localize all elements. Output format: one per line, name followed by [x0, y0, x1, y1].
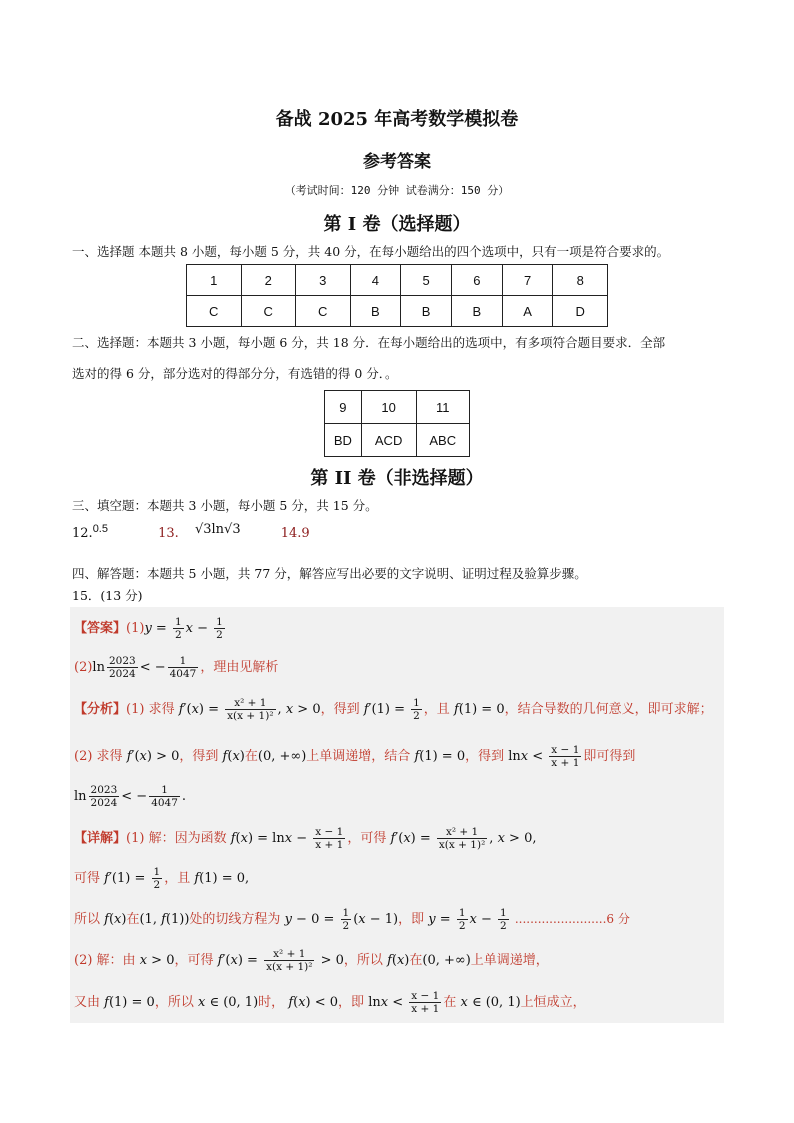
q13-answer: √3ln√3 [194, 522, 241, 537]
analysis-text: ，得到 [465, 749, 505, 764]
table-cell: B [401, 296, 452, 327]
analysis-text: 上单调递增，结合 [306, 749, 411, 764]
detail-tag: 【详解】 [74, 831, 127, 846]
q13-number: 13. [158, 526, 179, 541]
detail-text: (2) 解：由 [74, 953, 136, 968]
detail-line-3: 所以 f(x)在(1, f(1))处的切线方程为 y − 0 = $\frac{1}{2}$ (x − 1)，即 y = $\frac{1}{2}$ x − $\frac{1}{2}$ ........................6 分 [74, 907, 630, 932]
table-cell: A [502, 296, 553, 327]
table-cell: 9 [325, 391, 362, 424]
detail-text: ，可得 [347, 831, 387, 846]
analysis-text: (1) 求得 [126, 702, 175, 717]
part2-heading: 第 II 卷（非选择题） [310, 468, 484, 489]
table-cell: BD [325, 424, 362, 457]
table-row [325, 424, 470, 457]
detail-text: 又由 [74, 995, 101, 1010]
table-row [187, 296, 608, 327]
analysis-text: ，得到 [179, 749, 219, 764]
table-cell: 4 [350, 265, 401, 296]
table-cell: 2 [241, 265, 296, 296]
detail-text: 上恒成立， [520, 995, 586, 1010]
detail-text: 在 [409, 953, 423, 968]
analysis-tag: 【分析】 [74, 702, 127, 717]
page-subtitle: 参考答案 [363, 152, 431, 172]
detail-text: 在 [126, 912, 140, 927]
answer-suffix: ，理由见解析 [200, 660, 279, 675]
detail-text: 在 [443, 995, 457, 1010]
analysis-text: ，结合导数的几何意义，即可求解； [504, 702, 713, 717]
answer-tag: 【答案】 [74, 621, 127, 636]
analysis-text: ，得到 [320, 702, 360, 717]
table-cell: 7 [502, 265, 553, 296]
table-cell: ABC [416, 424, 469, 457]
detail-text: 可得 [74, 871, 101, 886]
table-cell: C [241, 296, 296, 327]
detail-line-4: (2) 解：由 x > 0，可得 f′(x) = $\frac{\text{x² + 1}}{\text{x(x + 1)²}}$ > 0，所以 f(x)在(0, +∞)上单调递增， [74, 948, 549, 973]
section3-instructions: 三、填空题：本题共 3 小题，每小题 5 分，共 15 分。 [72, 498, 378, 513]
detail-line-1: 【详解】(1) 解：因为函数 f(x) = lnx − $\frac{x - 1}{x + 1}$ ，可得 f′(x) = $\frac{\text{x² + 1}}{\text{x(x + 1)²}}$ , x > 0, [74, 826, 537, 851]
detail-text: ，且 [164, 871, 191, 886]
analysis-text: 即可得到 [583, 749, 636, 764]
choice-answer-table [186, 264, 608, 327]
detail-text: ，所以 [343, 953, 383, 968]
answer-line-1: 【答案】(1)y = $\frac{1}{2}$ x − $\frac{1}{2}$ [74, 616, 223, 641]
section1-instructions: 一、选择题 本题共 8 小题，每小题 5 分，共 40 分，在每小题给出的四个选项中，只有一项是符合要求的。 [72, 244, 670, 259]
table-cell: 3 [296, 265, 351, 296]
q14-answer: 14.9 [280, 526, 310, 541]
detail-text: ，即 [338, 995, 365, 1010]
table-cell: 1 [187, 265, 242, 296]
detail-text: 所以 [74, 912, 101, 927]
analysis-text: 在 [244, 749, 258, 764]
table-cell: 11 [416, 391, 469, 424]
detail-text: ，所以 [154, 995, 194, 1010]
detail-text: (1) 解：因为函数 [126, 831, 227, 846]
detail-text: ，可得 [174, 953, 214, 968]
section4-instructions: 四、解答题：本题共 5 小题，共 77 分，解答应写出必要的文字说明、证明过程及验算步骤。 [72, 566, 587, 581]
table-cell: D [553, 296, 608, 327]
detail-line-2: 可得 f′(1) = $\frac{1}{2}$ ，且 f(1) = 0, [74, 866, 250, 891]
table-cell: C [296, 296, 351, 327]
section2-instructions-line2: 选对的得 6 分，部分选对的得部分分，有选错的得 0 分．。 [72, 366, 398, 381]
table-cell: 6 [451, 265, 502, 296]
table-cell: 10 [361, 391, 416, 424]
q15-heading: 15．(13 分) [72, 588, 143, 603]
analysis-line-1: 【分析】(1) 求得 f′(x) = $\frac{\text{x² + 1}}{\text{x(x + 1)²}}$ , x > 0，得到 f′(1) = $\frac{1}{2}$ ，且 f(1) = 0，结合导数的几何意义，即可求解； [74, 697, 713, 722]
analysis-line-3: ln $\frac{2023}{2024}$ < − $\frac{1}{4047}$ . [74, 784, 187, 809]
table-cell: B [350, 296, 401, 327]
fill-answers [72, 522, 310, 541]
analysis-line-2: (2) 求得 f′(x) > 0，得到 f(x)在(0, +∞)上单调递增，结合 f(1) = 0，得到 lnx < $\frac{x - 1}{x + 1}$ 即可得到 [74, 744, 636, 769]
table-cell: C [187, 296, 242, 327]
table-row [325, 391, 470, 424]
detail-text: 处的切线方程为 [189, 912, 281, 927]
part-marker: (1) [126, 621, 145, 636]
detail-text: 时， [258, 995, 285, 1010]
table-cell: B [451, 296, 502, 327]
answer-line-2: (2)ln $\frac{2023}{2024}$ < − $\frac{1}{4047}$ ，理由见解析 [74, 655, 279, 680]
part-marker: (2) [74, 660, 93, 675]
score-marker: ........................6 分 [514, 912, 630, 926]
page-title: 备战 2025 年高考数学模拟卷 [275, 109, 519, 130]
detail-text: 上单调递增， [470, 953, 549, 968]
part1-heading: 第 I 卷（选择题） [323, 214, 471, 235]
detail-line-5: 又由 f(1) = 0，所以 x ∈ (0, 1)时， f(x) < 0，即 lnx < $\frac{x - 1}{x + 1}$ 在 x ∈ (0, 1)上恒成立， [74, 990, 586, 1015]
table-cell: ACD [361, 424, 416, 457]
table-row [187, 265, 608, 296]
analysis-text: (2) 求得 [74, 749, 123, 764]
section2-instructions-line1: 二、选择题：本题共 3 小题，每小题 6 分，共 18 分．在每小题给出的选项中，有多项符合题目要求．全部 [72, 335, 666, 350]
table-cell: 8 [553, 265, 608, 296]
analysis-text: ，且 [423, 702, 450, 717]
exam-info: （考试时间：120 分钟 试卷满分：150 分） [284, 184, 510, 197]
table-cell: 5 [401, 265, 452, 296]
q12-answer: 0.5 [92, 523, 108, 535]
multi-choice-answer-table [324, 390, 470, 457]
detail-text: ，即 [398, 912, 425, 927]
q12-number: 12. [72, 526, 93, 541]
